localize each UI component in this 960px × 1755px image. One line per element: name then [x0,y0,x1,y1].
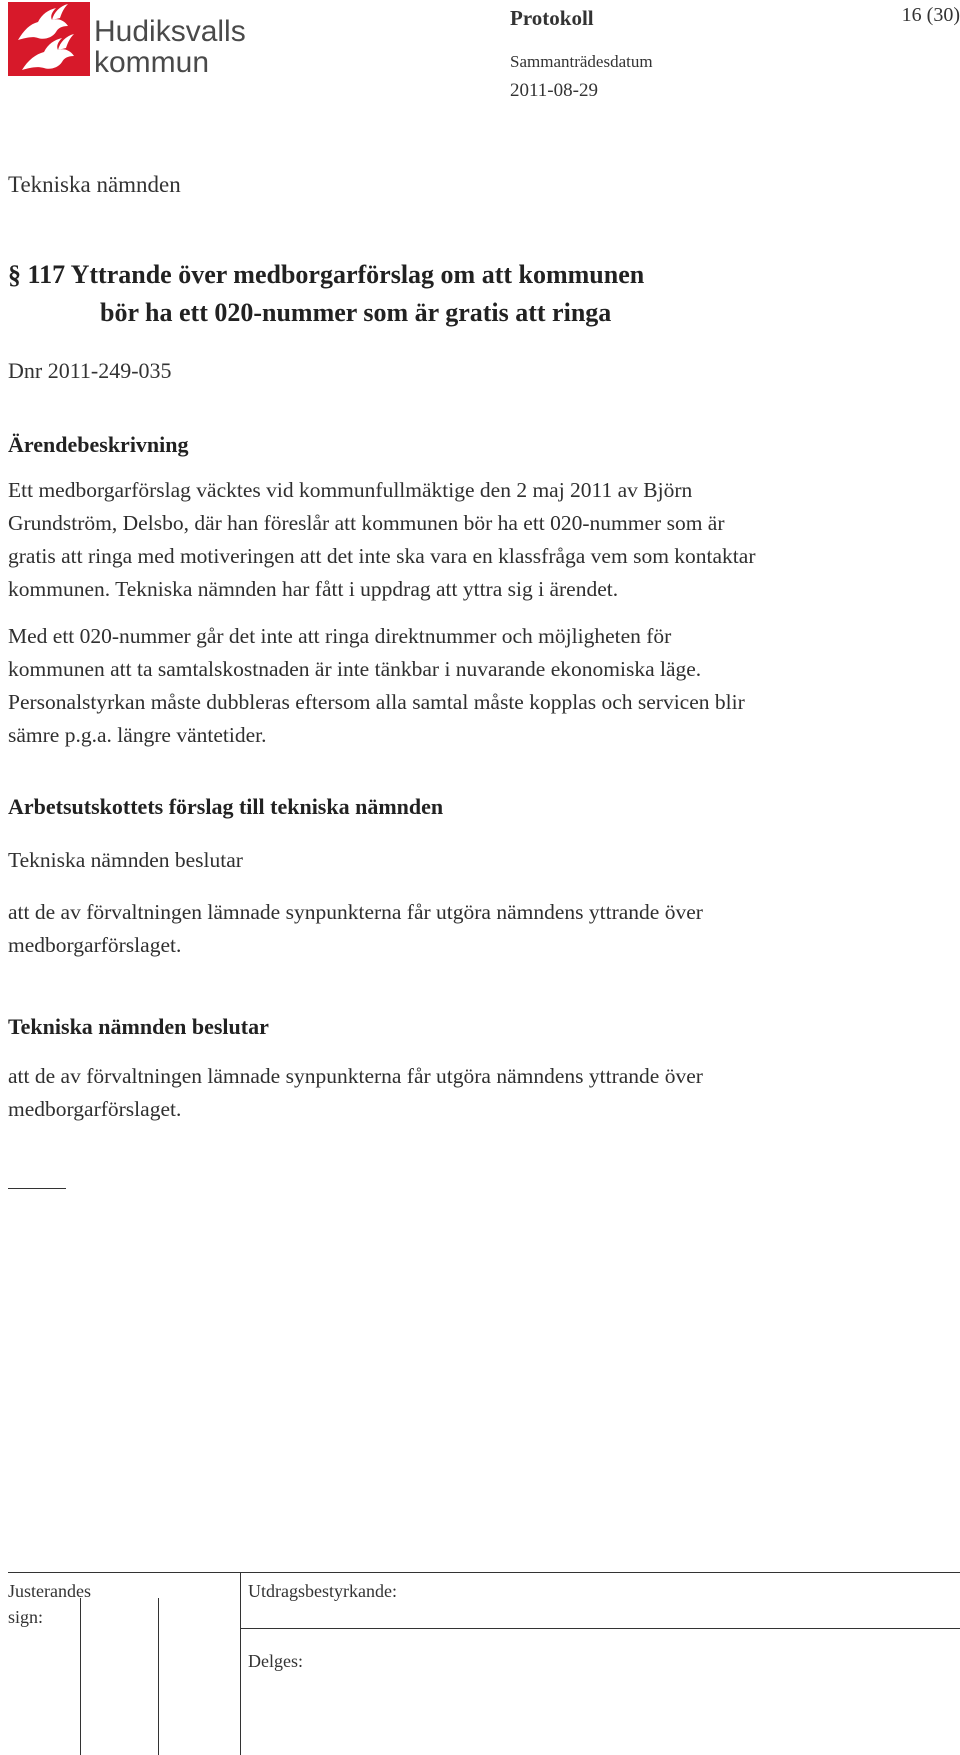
case-description-heading: Ärendebeskrivning [8,432,189,457]
document-type: Protokoll [510,6,594,30]
footer-column-divider [240,1572,241,1755]
section-title [8,256,928,332]
text-line: kommunen att ta samtalskostnaden är inte tänkbar i nuvarande ekonomiska läge. [8,657,702,681]
text-line: sämre p.g.a. längre väntetider. [8,723,267,747]
text-line: medborgarförslaget. [8,1097,182,1121]
diary-number: Dnr 2011-249-035 [8,358,172,383]
end-rule [8,1188,66,1189]
justerandes-sign-label [8,1578,91,1630]
committee-proposal-text [8,896,953,962]
logo-line-2: kommun [94,46,210,79]
text-line: kommunen. Tekniska nämnden har fått i uppdrag att yttra sig i ärendet. [8,577,619,601]
signature-divider [158,1598,159,1755]
text-line: Personalstyrkan måste dubbleras eftersom alla samtal måste kopplas och servicen blir [8,690,745,714]
footer-top-rule [8,1572,960,1573]
logo-wordmark [94,16,246,78]
text-line: Grundström, Delsbo, där han föreslår att kommunen bör ha ett 020-nummer som är [8,511,725,535]
goat-emblem-icon [8,0,92,80]
utdrag-label: Utdragsbestyrkande: [248,1581,397,1601]
decision-heading: Tekniska nämnden beslutar [8,1014,269,1039]
committee-proposal-decides: Tekniska nämnden beslutar [8,848,243,872]
text-line: att de av förvaltningen lämnade synpunkterna får utgöra nämndens yttrande över [8,1064,703,1088]
delges-label: Delges: [248,1651,303,1671]
text-line: Ett medborgarförslag väcktes vid kommunfullmäktige den 2 maj 2011 av Björn [8,478,693,502]
justerandes-line-2: sign: [8,1607,44,1627]
justerandes-line-1: Justerandes [8,1581,91,1601]
footer-middle-rule [240,1628,960,1629]
decision-text [8,1060,953,1126]
meeting-date: 2011-08-29 [510,80,598,101]
logo-line-1: Hudiksvalls [94,15,246,48]
section-title-line-2: bör ha ett 020-nummer som är gratis att ringa [100,298,612,327]
text-line: Med ett 020-nummer går det inte att ringa direktnummer och möjligheten för [8,624,672,648]
text-line: medborgarförslaget. [8,933,182,957]
case-description-paragraph-1 [8,474,953,606]
meeting-date-label: Sammanträdesdatum [510,52,653,71]
text-line: att de av förvaltningen lämnade synpunkterna får utgöra nämndens yttrande över [8,900,703,924]
page-number: 16 (30) [901,4,960,26]
case-description-paragraph-2 [8,620,953,752]
section-title-line-1: § 117 Yttrande över medborgarförslag om att kommunen [8,260,645,289]
committee-proposal-heading: Arbetsutskottets förslag till tekniska nämnden [8,794,444,819]
committee-name: Tekniska nämnden [8,172,181,197]
text-line: gratis att ringa med motiveringen att det inte ska vara en klassfråga vem som kontaktar [8,544,756,568]
